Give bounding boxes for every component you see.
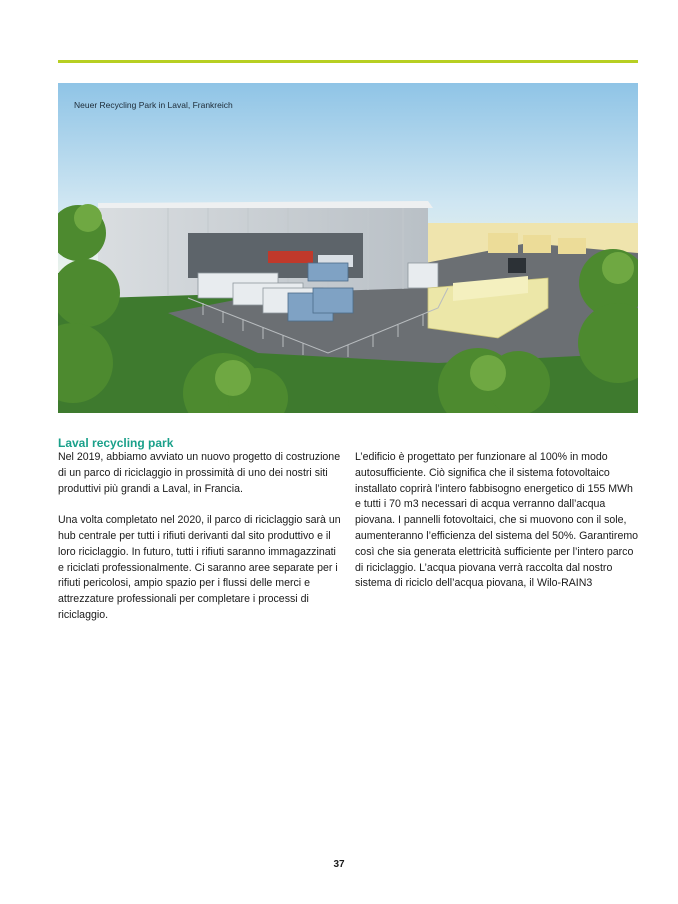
- section-heading: Laval recycling park: [58, 436, 174, 450]
- recycling-park-rendering: [58, 83, 638, 413]
- right-column: [355, 450, 640, 608]
- rendering-figure: [58, 83, 638, 413]
- paragraph: Una volta completato nel 2020, il parco di riciclaggio sarà un hub centrale per tutti i rifiuti derivanti dal sito produttivo e il loro riciclaggio. In futuro, tutti i rifiuti saranno immagazzinati e riciclati professionalmente. Ci saranno aree separate per i rifiuti pericolosi, ampio spazio per i flussi delle merci e attrezzature professionali per completare i processi di riciclaggio.: [58, 514, 341, 621]
- left-column: [58, 450, 343, 640]
- paragraph: L’edificio è progettato per funzionare al 100% in modo autosufficiente. Ciò significa che il sistema fotovoltaico installato coprirà l’intero fabbisogno energetico di 155 MWh e tutti i 70 m3 necessari di acqua verranno dall’acqua piovana. I pannelli fotovoltaici, che si muovono con il sole, aumenteranno l’efficienza del sistema del 50%. Garantiremo così che sia generata elettricità sufficiente per l’intero parco di riciclaggio. L’acqua piovana verrà raccolta dal nostro sistema di riciclo dell’acqua piovana, il Wilo-RAIN3: [355, 451, 639, 590]
- top-accent-rule: [58, 60, 638, 63]
- figure-caption: Neuer Recycling Park in Laval, Frankreich: [74, 100, 233, 110]
- page-number: 37: [333, 859, 345, 870]
- paragraph: Nel 2019, abbiamo avviato un nuovo progetto di costruzione di un parco di riciclaggio in prossimità di uno dei nostri siti produttivi più grandi a Laval, in Francia.: [58, 451, 341, 495]
